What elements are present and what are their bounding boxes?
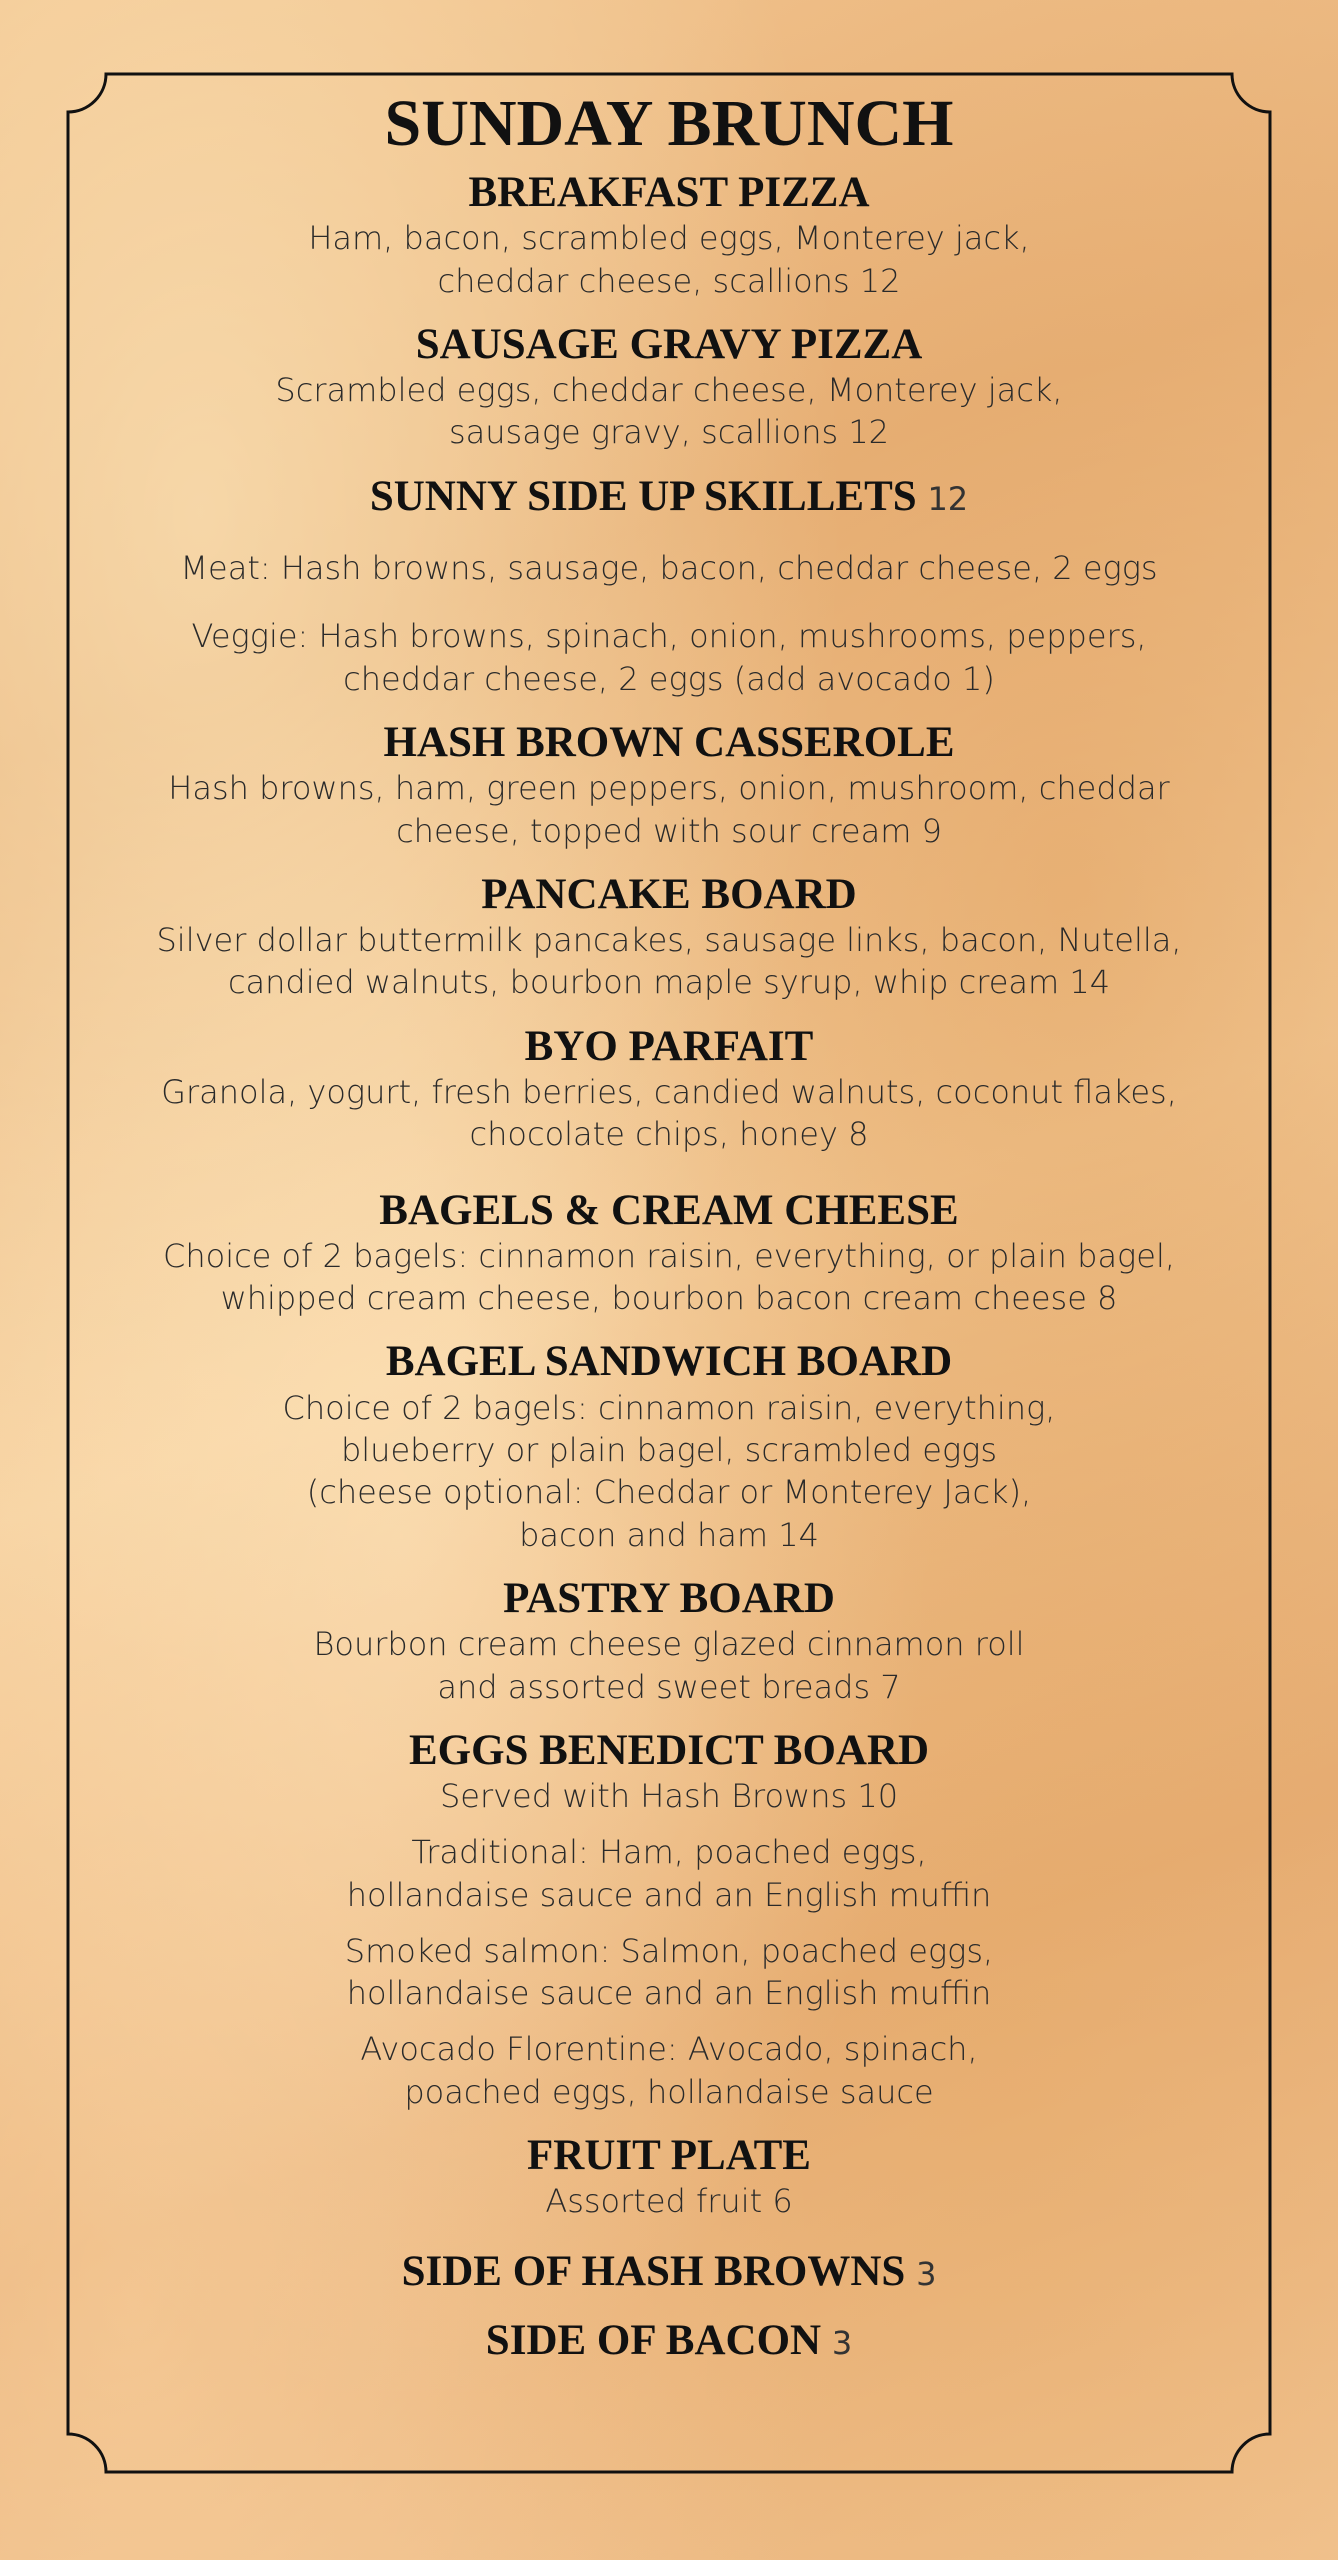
menu-item-sausage-gravy-pizza <box>66 320 1272 454</box>
menu-item-byo-parfait <box>66 1022 1272 1156</box>
item-description: Granola, yogurt, fresh berries, candied walnuts, coconut flakes, chocolate chips, honey 8 <box>161 1073 1177 1154</box>
item-title-row <box>66 472 1272 521</box>
item-title: SAUSAGE GRAVY PIZZA <box>415 320 923 368</box>
item-option-traditional: Traditional: Ham, poached eggs, hollandaise sauce and an English muffin <box>346 1833 992 1914</box>
item-title: HASH BROWN CASSEROLE <box>383 718 955 766</box>
menu-item-side-bacon <box>66 2316 1272 2365</box>
menu-item-bagels-cream-cheese <box>66 1186 1272 1320</box>
item-title-row <box>66 2247 1272 2296</box>
menu-content <box>66 72 1272 2474</box>
item-description: Choice of 2 bagels: cinnamon raisin, everything, or plain bagel, whipped cream cheese, bourbon bacon cream cheese 8 <box>162 1237 1175 1318</box>
menu-item-sunny-side-up-skillets <box>66 472 1272 700</box>
item-description: Served with Hash Browns 10 <box>439 1777 899 1816</box>
item-description: Choice of 2 bagels: cinnamon raisin, everything, blueberry or plain bagel, scrambled eggs (cheese optional: Cheddar or Monterey Jack), bacon and ham 14 <box>282 1388 1056 1554</box>
item-description: Scrambled eggs, cheddar cheese, Monterey jack, sausage gravy, scallions 12 <box>275 371 1063 452</box>
item-option-avocado-florentine: Avocado Florentine: Avocado, spinach, poached eggs, hollandaise sauce <box>360 2030 978 2111</box>
item-description: Bourbon cream cheese glazed cinnamon roll and assorted sweet breads 7 <box>313 1625 1025 1706</box>
item-description: Hash browns, ham, green peppers, onion, mushroom, cheddar cheese, topped with sour cream 9 <box>168 769 1170 850</box>
menu-item-pastry-board <box>66 1574 1272 1708</box>
item-description: Silver dollar buttermilk pancakes, sausage links, bacon, Nutella, candied walnuts, bourbon maple syrup, whip cream 14 <box>156 921 1182 1002</box>
item-title: SIDE OF HASH BROWNS <box>401 2247 906 2295</box>
item-title: BAGELS & CREAM CHEESE <box>379 1186 959 1234</box>
item-description: Assorted fruit 6 <box>545 2182 793 2221</box>
item-title: BYO PARFAIT <box>524 1022 814 1070</box>
menu-item-side-hash-browns <box>66 2247 1272 2296</box>
item-title: SUNNY SIDE UP SKILLETS <box>369 472 917 520</box>
menu-item-pancake-board <box>66 870 1272 1004</box>
menu-item-bagel-sandwich-board <box>66 1337 1272 1555</box>
item-title: FRUIT PLATE <box>527 2131 811 2179</box>
item-option-meat: Meat: Hash browns, sausage, bacon, cheddar cheese, 2 eggs <box>180 549 1158 588</box>
item-title: PANCAKE BOARD <box>481 870 857 918</box>
item-title: PASTRY BOARD <box>503 1574 835 1622</box>
item-price: 12 <box>927 479 969 518</box>
menu-item-eggs-benedict-board <box>66 1726 1272 2113</box>
item-option-smoked-salmon: Smoked salmon: Salmon, poached eggs, hollandaise sauce and an English muffin <box>344 1931 994 2013</box>
item-description: Ham, bacon, scrambled eggs, Monterey jack, cheddar cheese, scallions 12 <box>308 219 1030 300</box>
item-title: SIDE OF BACON <box>485 2316 822 2364</box>
item-title-row <box>66 2316 1272 2365</box>
menu-item-hash-brown-casserole <box>66 718 1272 852</box>
item-title: BAGEL SANDWICH BOARD <box>385 1338 953 1386</box>
menu-title: SUNDAY BRUNCH <box>384 87 954 160</box>
item-title: EGGS BENEDICT BOARD <box>408 1726 930 1774</box>
item-option-veggie: Veggie: Hash browns, spinach, onion, mushrooms, peppers, cheddar cheese, 2 eggs (add avocado 1) <box>191 617 1147 698</box>
menu-item-breakfast-pizza <box>66 168 1272 302</box>
menu-item-fruit-plate <box>66 2131 1272 2223</box>
item-price: 3 <box>916 2254 937 2293</box>
item-title: BREAKFAST PIZZA <box>468 168 870 216</box>
item-price: 3 <box>831 2323 853 2362</box>
